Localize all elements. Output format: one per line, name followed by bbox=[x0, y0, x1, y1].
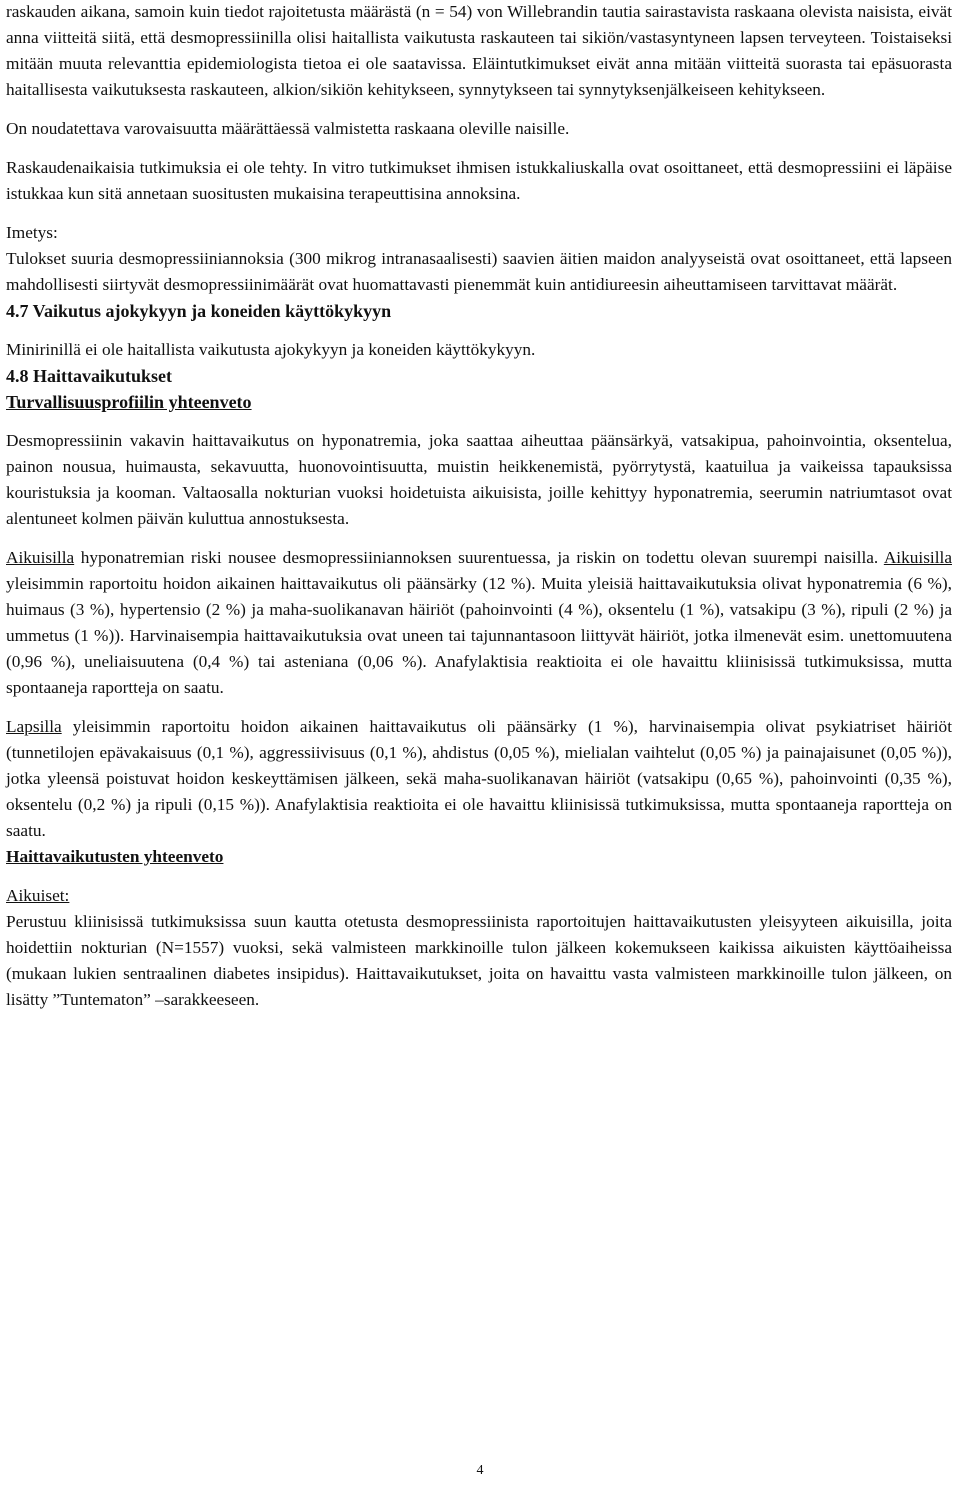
pregnancy-studies-paragraph: Raskaudenaikaisia tutkimuksia ei ole tehty. In vitro tutkimukset ihmisen istukkaliuskalla ovat osoittaneet, että desmopressiini ei läpäise istukkaa kun sitä annetaan suositusten mukaisina terapeuttisina annoksina. bbox=[6, 158, 952, 203]
adults-sub-label: Aikuiset: bbox=[6, 886, 70, 905]
adults-label-2: Aikuisilla bbox=[883, 548, 952, 567]
children-text: yleisimmin raportoitu hoidon aikainen haittavaikutus oli päänsärky (1 %), harvinaisempia olivat psykiatriset häiriöt (tunnetilojen epävakaisuus (0,1 %), aggressiivisuus (0,1 %), ahdistus (0,05 %), mielialan vaihtelut (0,05 %) ja painajaisunet (0,05 %)), jotka yleensä poistuvat hoidon keskeyttämisen jälkeen, sekä maha-suolikanavan häiriöt (vatsakipu (0,65 %), pahoinvointi (0,35 %), oksentelu (0,2 %) ja ripuli (0,15 %)). Anafylaktisia reaktioita ei ole havaittu kliinisissä tutkimuksissa, mutta spontaaneja raportteja on saatu. bbox=[6, 717, 952, 840]
adults-text-1: hyponatremian riski nousee desmopressiiniannoksen suurentuessa, ja riskin on todettu olevan suurempi naisilla. bbox=[74, 548, 884, 567]
children-label: Lapsilla bbox=[6, 717, 62, 736]
caution-paragraph: On noudatettava varovaisuutta määrättäessä valmistetta raskaana oleville naisille. bbox=[6, 119, 570, 138]
breastfeeding-label: Imetys: bbox=[6, 223, 58, 242]
adverse-summary-heading: Haittavaikutusten yhteenveto bbox=[6, 847, 224, 866]
pregnancy-paragraph: raskauden aikana, samoin kuin tiedot rajoitetusta määrästä (n = 54) von Willebrandin tautia sairastavista raskaana olevista naisista, eivät anna viitteitä siitä, että desmopressiinilla olisi haitallista vaikutusta raskauteen tai sikiön/vastasyntyneen lapsen terveyteen. Toistaiseksi mitään muuta relevanttia epidemiologista tietoa ei ole saatavissa. Eläintutkimukset eivät anna mitään viitteitä suorasta tai epäsuorasta haitallisesta vaikutuksesta raskauteen, alkion/sikiön kehitykseen, synnytykseen tai synnytyksenjälkeiseen kehitykseen. bbox=[6, 2, 952, 99]
adults-text-2: yleisimmin raportoitu hoidon aikainen haittavaikutus oli päänsärky (12 %). Muita yleisiä haittavaikutuksia olivat hyponatremia (6 %), huimaus (3 %), hypertensio (2 %) ja maha-suolikanavan häiriöt (pahoinvointi (4 %), oksentelu (1 %), vatsakipu (3 %), ripuli (2 %) ja ummetus (1 %)). Harvinaisempia haittavaikutuksia ovat uneen tai tajunnantasoon liittyvät häiriöt, jotka ilmenevät esim. unettomuutena (0,96 %), uneliaisuutena (0,4 %) tai asteniana (0,06 %). Anafylaktisia reaktioita ei ole havaittu kliinisissä tutkimuksissa, mutta spontaaneja raportteja on saatu. bbox=[6, 574, 952, 697]
adults-paragraph bbox=[6, 545, 952, 701]
children-paragraph bbox=[6, 714, 952, 844]
adults-sub-paragraph: Perustuu kliinisissä tutkimuksissa suun kautta otetusta desmopressiinista raportoitujen haittavaikutusten yleisyyteen aikuisilla, joita hoidettiin nokturian (N=1557) vuoksi, sekä valmisteen markkinoille tulon jälkeen kokemukseen kaikissa aikuisten käyttöaiheissa (mukaan lukien sentraalinen diabetes insipidus). Haittavaikutukset, joita on havaittu vasta valmisteen markkinoille tulon jälkeen, on lisätty ”Tuntematon” –sarakkeeseen. bbox=[6, 912, 952, 1009]
section-4-8-heading: 4.8 Haittavaikutukset bbox=[6, 366, 173, 386]
breastfeeding-paragraph: Tulokset suuria desmopressiiniannoksia (300 mikrog intranasaalisesti) saavien äitien maidon analyyseistä ovat osoittaneet, että lapseen mahdollisesti siirtyvät desmopressiinimäärät ovat huomattavasti pienemmät kuin antidiureesin aiheuttamiseen tarvittavat määrät. bbox=[6, 249, 952, 294]
safety-summary-paragraph: Desmopressiinin vakavin haittavaikutus on hyponatremia, joka saattaa aiheuttaa päänsärkyä, vatsakipua, pahoinvointia, oksentelua, painon nousua, huimausta, sekavuutta, huonovointisuutta, muistin heikkenemistä, pyörrytystä, kaatuilua ja vaikeissa tapauksissa kouristuksia ja kooman. Valtaosalla nokturian vuoksi hoidetuista aikuisista, joille kehittyy hyponatremia, seerumin natriumtasot ovat alentuneet kolmen päivän kuluttua annostuksesta. bbox=[6, 431, 952, 528]
page-number: 4 bbox=[476, 1463, 484, 1478]
adults-label: Aikuisilla bbox=[6, 548, 75, 567]
section-4-7-text: Minirinillä ei ole haitallista vaikutusta ajokykyyn ja koneiden käyttökykyyn. bbox=[6, 340, 536, 359]
safety-profile-subheading: Turvallisuusprofiilin yhteenveto bbox=[6, 392, 252, 412]
document-page bbox=[6, 0, 952, 1013]
section-4-7-heading: 4.7 Vaikutus ajokykyyn ja koneiden käyttökykyyn bbox=[6, 301, 392, 321]
